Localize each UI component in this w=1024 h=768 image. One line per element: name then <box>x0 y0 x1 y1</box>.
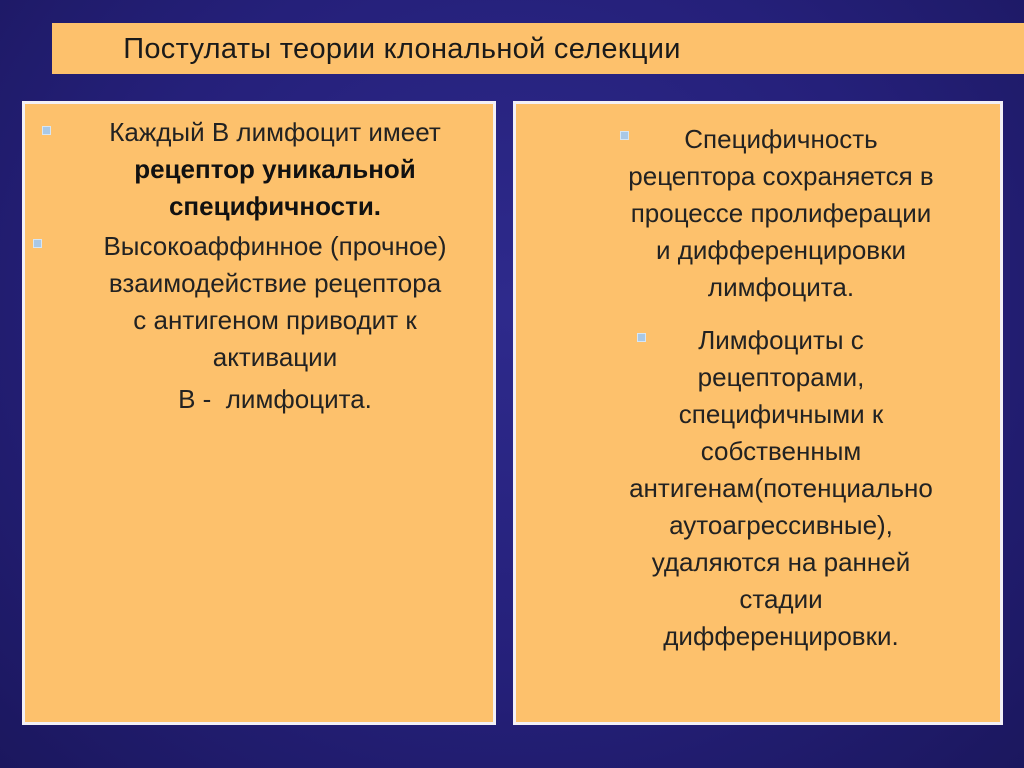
right-item-1-line-4: и дифференцировки <box>655 235 906 265</box>
right-item-2-line-2: рецепторами, <box>697 362 865 392</box>
right-item-2-line-6: аутоагрессивные), <box>669 510 893 540</box>
right-item-2-line-9: дифференцировки. <box>663 621 899 651</box>
left-item-1-line-1: Каждый В лимфоцит имеет <box>109 117 441 147</box>
right-item-2-line-5: антигенам(потенциально <box>629 473 933 503</box>
right-item-2-line-7: удаляются на ранней <box>651 547 911 577</box>
left-item-2-line-3: с антигеном приводит к <box>133 305 417 335</box>
left-item-2-line-2: взаимодействие рецептора <box>108 268 442 298</box>
right-item-2-line-1: Лимфоциты с <box>698 325 864 355</box>
right-item-2-line-4: собственным <box>700 436 862 466</box>
right-item-2-line-8: стадии <box>739 584 823 614</box>
left-item-1-line-2: рецептор уникальной <box>134 154 416 184</box>
square-bullet-icon <box>42 126 51 135</box>
right-item-1-line-3: процессе пролиферации <box>630 198 932 228</box>
right-item-2-line-3: специфичными к <box>678 399 884 429</box>
left-item-2-line-5: В - лимфоцита. <box>178 384 372 414</box>
right-item-2 <box>576 322 986 655</box>
left-item-1-line-3: специфичности. <box>168 191 382 221</box>
square-bullet-icon <box>33 239 42 248</box>
right-panel <box>513 101 1003 725</box>
right-item-1-line-1: Специфичность <box>684 124 878 154</box>
left-item-2 <box>65 228 485 418</box>
left-item-2-line-4: активации <box>212 342 338 372</box>
left-item-2-line-1: Высокоаффинное (прочное) <box>103 231 447 261</box>
right-item-1-line-2: рецептора сохраняется в <box>628 161 934 191</box>
title-bar <box>52 23 1024 74</box>
right-item-1-line-5: лимфоцита. <box>707 272 855 302</box>
slide-title: Постулаты теории клональной селекции <box>123 33 681 65</box>
right-item-1 <box>576 121 986 306</box>
left-item-1 <box>75 114 475 225</box>
left-panel <box>22 101 496 725</box>
